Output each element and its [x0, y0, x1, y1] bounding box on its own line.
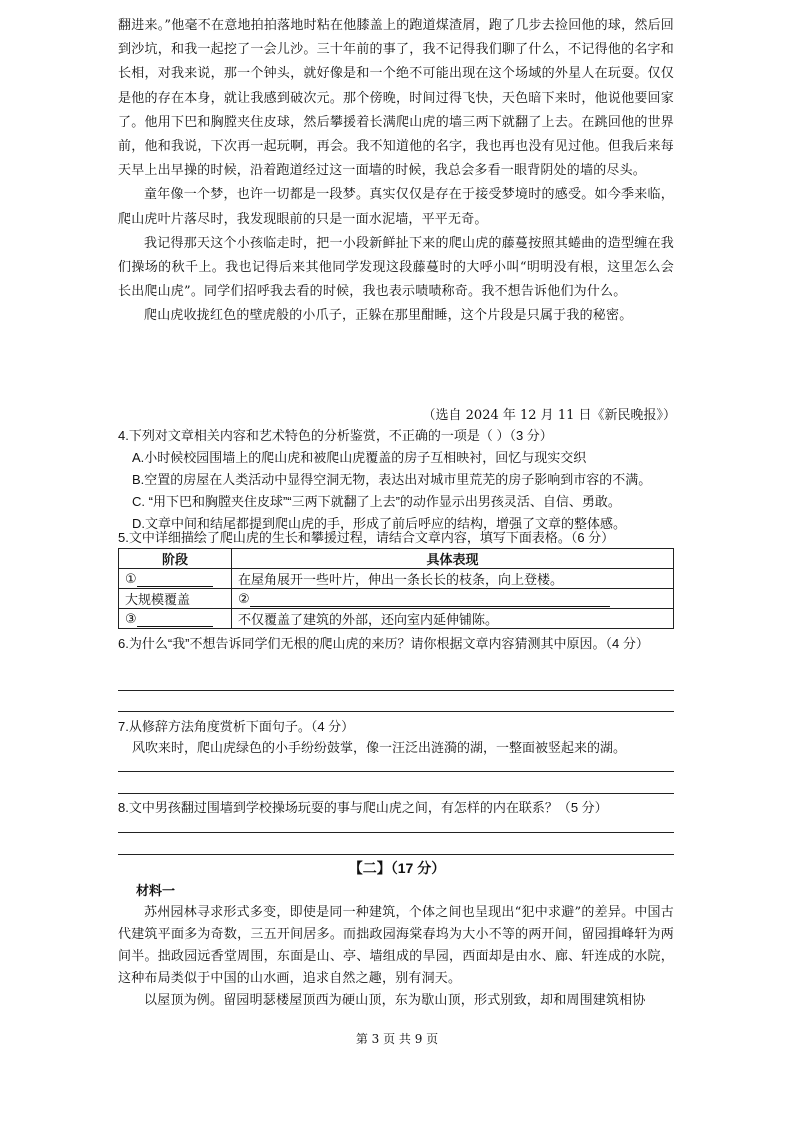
passage-paragraph-3: 我记得那天这个小孩临走时，把一小段新鲜扯下来的爬山虎的藤蔓按照其蜷曲的造型缠在我们操场的秋千上。我也记得后来其他同学发现这段藤蔓时的大呼小叫“明明没有根，这里怎么会长出爬山虎”。同学们招呼我去看的时候，我也表示啧啧称奇。我不想告诉他们为什么。: [118, 235, 674, 300]
stage-marker: ③: [125, 610, 137, 626]
question-4-stem: 4.下列对文章相关内容和艺术特色的分析鉴赏，不正确的一项是（ ）（3 分）: [118, 428, 553, 443]
answer-blank[interactable]: [137, 572, 213, 587]
question-4-option-d: D.文章中间和结尾都提到爬山虎的手，形成了前后呼应的结构，增强了文章的整体感。: [132, 516, 627, 531]
answer-line[interactable]: [118, 854, 674, 855]
question-4-option-a: A.小时候校园围墙上的爬山虎和被爬山虎覆盖的房子互相映衬，回忆与现实交织: [132, 450, 587, 465]
question-7-quote: 风吹来时，爬山虎绿色的小手纷纷鼓掌，像一汪泛出涟漪的湖，一整面被竖起来的湖。: [132, 741, 627, 756]
question-7-stem: 7.从修辞方法角度赏析下面句子。（4 分）: [118, 719, 355, 734]
page-footer: 第 3 页 共 9 页: [355, 1032, 439, 1046]
table-cell-stage[interactable]: [119, 609, 232, 629]
question-4-option-b: B.空置的房屋在人类活动中显得空洞无物，表达出对城市里荒芜的房子影响到市容的不满。: [132, 472, 652, 487]
table-row: [119, 569, 674, 589]
question-4-option-c: C. “用下巴和胸膛夹住皮球”“三两下就翻了上去”的动作显示出男孩灵活、自信、勇敢。: [132, 494, 621, 509]
table-header-row: [119, 549, 674, 569]
table-cell-stage: 大规模覆盖: [119, 589, 232, 609]
answer-line[interactable]: [118, 711, 674, 712]
answer-line[interactable]: [118, 793, 674, 794]
passage-paragraph-4: 爬山虎收拢红色的壁虎般的小爪子，正躲在那里酣睡，这个片段是只属于我的秘密。: [144, 308, 633, 324]
passage-continued: [118, 14, 674, 329]
table-row: [119, 589, 674, 609]
material-paragraph-1: 苏州园林寻求形式多变，即使是同一种建筑，个体之间也呈现出“犯中求避”的差异。中国古代建筑平面多为奇数，三五开间居多。而拙政园海棠春坞为大小不等的两开间，留园揖峰轩为两间半。拙政园远香堂周围，东面是山、亭、墙组成的旱园，西面却是由水、廊、轩连成的水院，这种布局类似于中国的山水画，追求自然之趣，别有洞天。: [118, 905, 674, 986]
answer-blank[interactable]: [250, 592, 610, 607]
material-1-label: 材料一: [136, 884, 176, 899]
answer-line[interactable]: [118, 832, 674, 833]
question-5-table: [118, 548, 674, 629]
table-row: [119, 609, 674, 629]
answer-line[interactable]: [118, 690, 674, 691]
table-header-stage: 阶段: [119, 549, 232, 569]
passage-paragraph-1: 翻进来。”他毫不在意地拍拍落地时粘在他膝盖上的跑道煤渣屑，跑了几步去捡回他的球，然后回到沙坑，和我一起挖了一会儿沙。三十年前的事了，我不记得我们聊了什么，不记得他的名字和长相，对我来说，那一个钟头，就好像是和一个绝不可能出现在这个场域的外星人在玩耍。仅仅是他的存在本身，就让我感到破次元。那个傍晚，时间过得飞快，天色暗下来时，他说他要回家了。他用下巴和胸膛夹住皮球，然后攀援着长满爬山虎的墙三两下就翻了上去。在跳回他的世界前，他和我说，下次再一起玩啊，再会。我不知道他的名字，我也再也没有见过他。但我后来每天早上出早操的时候，沿着跑道经过这一面墙的时候，我总会多看一眼背阴处的墙的尽头。: [118, 18, 674, 179]
table-cell-detail: 在屋角展开一些叶片，伸出一条长长的枝条，向上登楼。: [232, 569, 674, 589]
question-5-stem: 5.文中详细描绘了爬山虎的生长和攀援过程，请结合文章内容，填写下面表格。（6 分）: [118, 530, 615, 545]
material-paragraph-2: 以屋顶为例。留园明瑟楼屋顶西为硬山顶，东为歇山顶，形式别致，却和周围建筑相协: [144, 993, 646, 1008]
passage-paragraph-2: 童年像一个梦，也许一切都是一段梦。真实仅仅是存在于接受梦境时的感受。如今季来临，爬山虎叶片落尽时，我发现眼前的只是一面水泥墙，平平无奇。: [118, 187, 674, 227]
passage-source: （选自 2024 年 12 月 11 日《新民晚报》）: [422, 408, 676, 423]
stage-marker: ①: [125, 570, 137, 586]
table-cell-detail[interactable]: [232, 589, 674, 609]
answer-line[interactable]: [118, 771, 674, 772]
question-8-stem: 8.文中男孩翻过围墙到学校操场玩耍的事与爬山虎之间，有怎样的内在联系？（5 分）: [118, 800, 608, 815]
table-cell-detail: 不仅覆盖了建筑的外部，还向室内延伸铺陈。: [232, 609, 674, 629]
question-6-stem: 6.为什么“我”不想告诉同学们无根的爬山虎的来历？请你根据文章内容猜测其中原因。（4 分）: [118, 636, 649, 651]
section-2-passage: [118, 902, 674, 1012]
detail-marker: ②: [238, 590, 250, 606]
answer-blank[interactable]: [137, 612, 213, 627]
section-2-title: 【二】（17 分）: [348, 860, 446, 876]
table-header-detail: 具体表现: [232, 549, 674, 569]
table-cell-stage[interactable]: [119, 569, 232, 589]
